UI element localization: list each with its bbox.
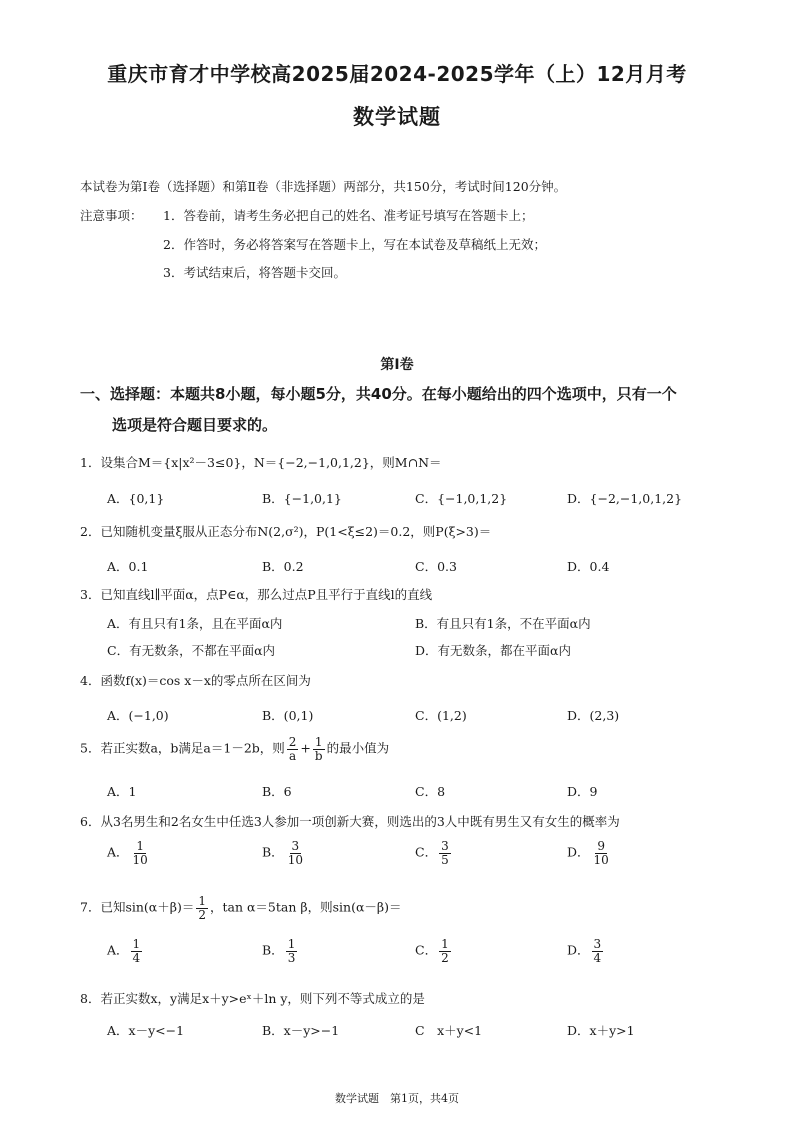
question-4-option-a: A．(−1,0)	[107, 708, 169, 723]
question-2-option-c: C．0.3	[415, 559, 457, 574]
question-7-stem-end: ，tan α＝5tan β，则sin(α－β)＝	[209, 899, 402, 915]
exam-title: 重庆市育才中学校高2025届2024-2025学年（上）12月月考	[107, 62, 687, 86]
question-8-option-a: A．x－y<−1	[107, 1023, 185, 1038]
fraction-denominator: 4	[132, 950, 141, 965]
question-5-fraction-1-num: 2	[288, 735, 297, 749]
question-4-stem: 4．函数f(x)＝cos x－x的零点所在区间为	[80, 673, 311, 688]
question-7-fraction-den: 2	[198, 907, 206, 922]
question-2-option-d: D．0.4	[567, 559, 610, 574]
question-1-option-c: C．{−1,0,1,2}	[415, 491, 508, 506]
fraction-denominator: 10	[132, 852, 148, 867]
question-7-option-d	[567, 938, 605, 964]
instructions-intro: 本试卷为第Ⅰ卷（选择题）和第Ⅱ卷（非选择题）两部分，共150分，考试时间120分钟。	[80, 179, 567, 194]
question-5-stem-start: 5．若正实数a，b满足a＝1－2b，则	[80, 740, 285, 756]
notes-label: 注意事项：	[80, 208, 143, 223]
question-6-option-d-fraction	[592, 840, 611, 866]
question-7-option-c-label: C．	[415, 942, 438, 958]
question-5-option-d: D．9	[567, 784, 598, 799]
question-7-option-b-fraction	[286, 938, 298, 964]
question-6-option-c	[415, 840, 453, 866]
question-3-option-a: A．有且只有1条，且在平面α内	[107, 616, 283, 631]
question-5-stem-end: 的最小值为	[326, 740, 390, 756]
part-heading-line-2: 选项是符合题目要求的。	[112, 416, 278, 434]
note-3: 3．考试结束后，将答题卡交回。	[163, 265, 346, 280]
fraction-numerator: 3	[441, 839, 449, 853]
question-1-stem: 1．设集合M＝{x|x²－3≤0}，N＝{−2,−1,0,1,2}，则M∩N＝	[80, 455, 442, 470]
fraction-denominator: 10	[593, 852, 609, 867]
question-5-fraction-2-num: 1	[314, 735, 323, 749]
note-2: 2．作答时，务必将答案写在答题卡上，写在本试卷及草稿纸上无效；	[163, 237, 546, 252]
question-7-option-a	[107, 938, 144, 964]
question-7-option-b	[262, 938, 299, 964]
question-7-option-d-fraction	[592, 938, 604, 964]
question-1-option-d: D．{−2,−1,0,1,2}	[567, 491, 683, 506]
question-7-fraction-num: 1	[198, 894, 206, 908]
question-7-option-c	[415, 938, 453, 964]
question-1-option-a: A．{0,1}	[107, 491, 165, 506]
question-7-option-c-fraction	[439, 938, 451, 964]
question-6-option-c-fraction	[439, 840, 451, 866]
fraction-denominator: 10	[287, 852, 303, 867]
question-5-fraction-1	[287, 736, 299, 762]
fraction-numerator: 1	[287, 937, 296, 951]
fraction-denominator: 4	[593, 950, 602, 965]
question-6-option-a	[107, 840, 152, 866]
fraction-denominator: 3	[287, 950, 296, 965]
question-6-stem: 6．从3名男生和2名女生中任选3人参加一项创新大赛，则选出的3人中既有男生又有女生的概率为	[80, 814, 620, 829]
question-3-stem: 3．已知直线l∥平面α，点P∈α，那么过点P且平行于直线l的直线	[80, 587, 433, 602]
fraction-numerator: 1	[441, 937, 449, 951]
question-5-fraction-1-den: a	[289, 748, 297, 763]
question-7-option-b-label: B．	[262, 942, 284, 958]
question-5-fraction-2-den: b	[314, 748, 323, 763]
question-6-option-c-label: C．	[415, 844, 438, 860]
question-5-fraction-2	[313, 736, 325, 762]
question-7-fraction	[196, 895, 208, 921]
question-7-option-a-label: A．	[107, 942, 129, 958]
question-6-option-a-fraction	[131, 840, 150, 866]
question-6-option-b-fraction	[286, 840, 305, 866]
question-7-stem-start: 7．已知sin(α＋β)＝	[80, 899, 195, 915]
question-5-option-c: C．8	[415, 784, 446, 799]
fraction-denominator: 5	[441, 852, 449, 867]
exam-subtitle: 数学试题	[353, 105, 441, 129]
fraction-denominator: 2	[441, 950, 449, 965]
fraction-numerator: 3	[593, 937, 602, 951]
note-1: 1．答卷前，请考生务必把自己的姓名、准考证号填写在答题卡上；	[163, 208, 534, 223]
question-4-option-d: D．(2,3)	[567, 708, 620, 723]
question-3-option-b: B．有且只有1条，不在平面α内	[415, 616, 591, 631]
question-6-option-b-label: B．	[262, 844, 284, 860]
question-6-option-a-label: A．	[107, 844, 129, 860]
question-8-option-b: B．x－y>−1	[262, 1023, 340, 1038]
question-3-option-d: D．有无数条，都在平面α内	[415, 643, 571, 658]
question-8-stem: 8．若正实数x，y满足x＋y>eˣ＋ln y，则下列不等式成立的是	[80, 991, 425, 1006]
question-6-option-d	[567, 840, 613, 866]
question-5-plus: +	[300, 740, 311, 756]
question-6-option-d-label: D．	[567, 844, 590, 860]
fraction-numerator: 9	[597, 839, 605, 853]
question-6-option-b	[262, 840, 307, 866]
question-4-option-c: C．(1,2)	[415, 708, 467, 723]
question-1-option-b: B．{−1,0,1}	[262, 491, 342, 506]
question-2-option-b: B．0.2	[262, 559, 304, 574]
section-title: 第Ⅰ卷	[380, 357, 414, 373]
question-7-option-d-label: D．	[567, 942, 590, 958]
question-7-option-a-fraction	[131, 938, 143, 964]
question-8-option-d: D．x＋y>1	[567, 1023, 635, 1038]
fraction-numerator: 1	[132, 937, 141, 951]
question-4-option-b: B．(0,1)	[262, 708, 314, 723]
fraction-numerator: 1	[136, 839, 144, 853]
question-7-stem	[80, 895, 402, 921]
question-5-stem	[80, 736, 389, 762]
question-2-option-a: A．0.1	[107, 559, 149, 574]
question-5-option-b: B．6	[262, 784, 292, 799]
page-footer: 数学试题 第1页，共4页	[335, 1092, 459, 1105]
question-5-option-a: A．1	[107, 784, 137, 799]
question-2-stem: 2．已知随机变量ξ服从正态分布N(2,σ²)，P(1<ξ≤2)＝0.2，则P(ξ>3)＝	[80, 524, 492, 539]
question-3-option-c: C．有无数条，不都在平面α内	[107, 643, 276, 658]
fraction-numerator: 3	[291, 839, 300, 853]
part-heading-line-1: 一、选择题：本题共8小题，每小题5分，共40分。在每小题给出的四个选项中，只有一个	[80, 385, 677, 403]
question-8-option-c: C x＋y<1	[415, 1023, 483, 1038]
